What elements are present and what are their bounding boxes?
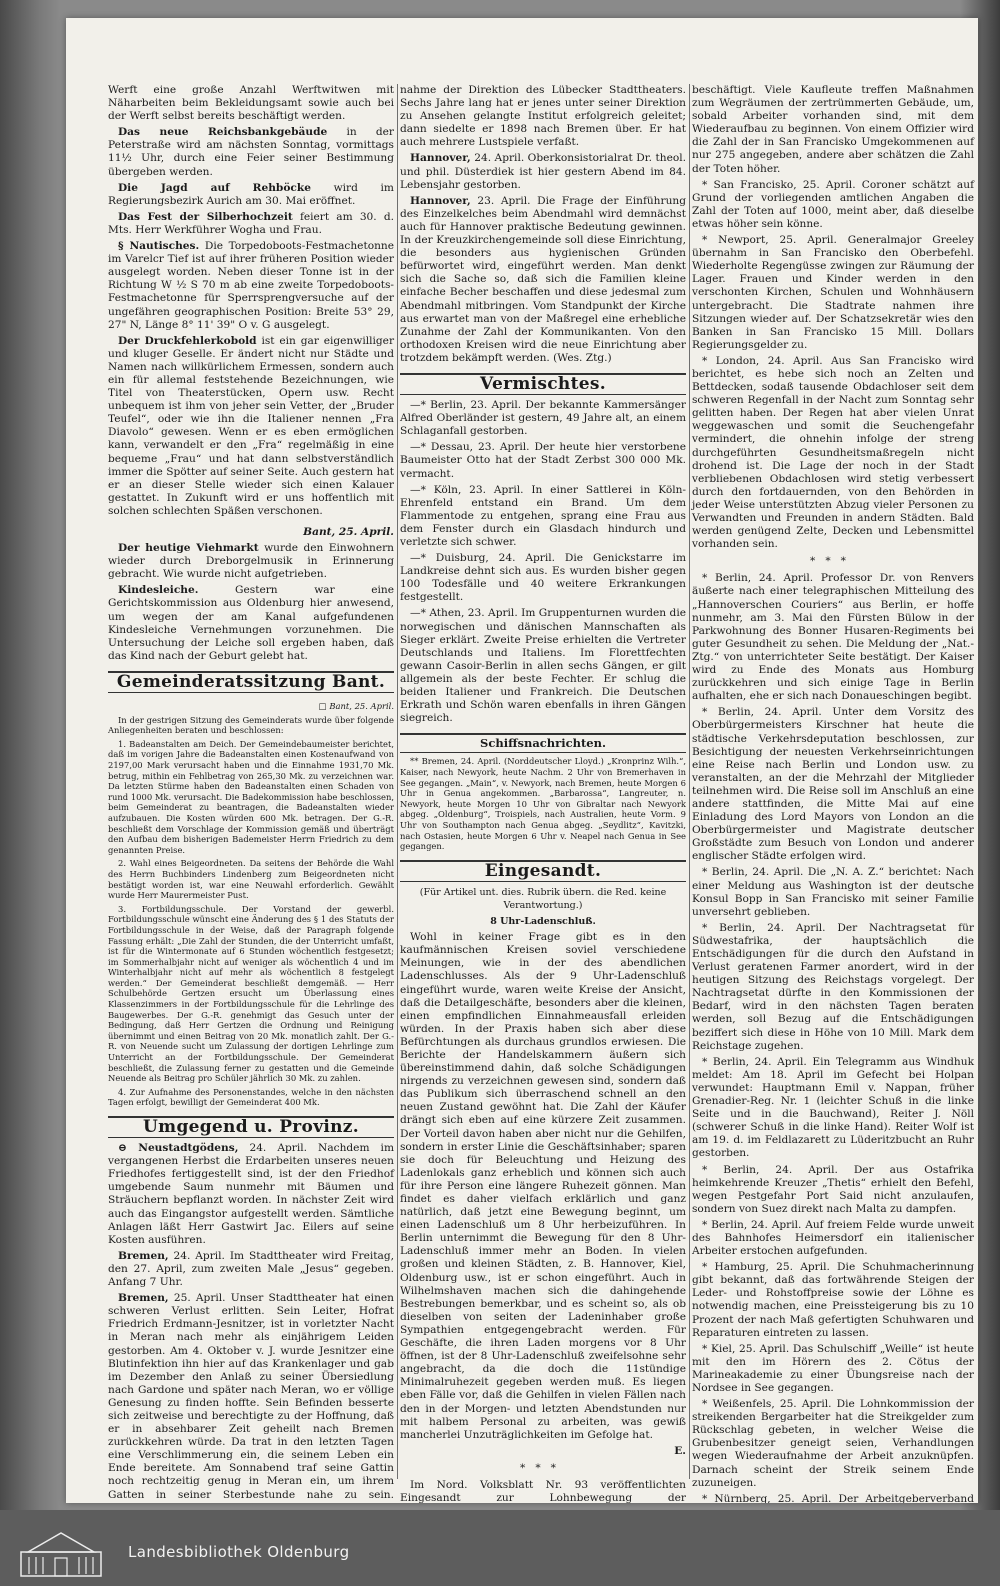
paragraph: * Berlin, 24. April. Unter dem Vorsitz des Oberbürgermeisters Kirschner hat heute die städtische Verkehrsdeputation beschlossen, zur Besichtigung der neuesten Verkehrseinrichtungen eine Reise nach Berlin und London usw. zu veranstalten, an der die Mehrzahl der Mitglieder teilnehmen wird. Die Reise soll im Anschluß an eine andere stattfinden, die Mitte Mai auf eine Einladung des Lord Mayors von London an die Oberbürgermeister und Magistrate deutscher Großstädte zum Besuch von London und anderer englischer Städte erfolgen wird. bbox=[692, 706, 974, 863]
column-1 bbox=[108, 84, 394, 1503]
paragraph: Die Jagd auf Rehböcke wird im Regierungsbezirk Aurich am 30. Mai eröffnet. bbox=[108, 181, 394, 207]
paragraph: * Berlin, 24. April. Auf freiem Felde wurde unweit des Bahnhofes Heimersdorf ein italienischer Arbeiter erstochen aufgefunden. bbox=[692, 1218, 974, 1258]
paragraph: Der Druckfehlerkobold ist ein gar eigenwilliger und kluger Geselle. Er ändert nicht nur Städte und Namen nach willkürlichem Ermessen, sondern auch ein für allemal feststehende Bezeichnungen, wie Titel von Theaterstücken, Opern usw. Recht unbequem ist ihm von jeher sein Vetter, der „Bruder Teufel“, oder wie ihn die Italiener nennen „Fra Diavolo“ gewesen. Wenn er es eben ermöglichen kann, verwandelt er den „Fra“ regelmäßig in eine bequeme „Frau“ und hat dann selbstverständlich immer die Spötter auf seiner Seite. Auch gestern hat er an dieser Stelle wieder sich einen Kalauer gestattet. In Zukunft wird er uns hoffentlich mit solchen schlechten Späßen verschonen. bbox=[108, 334, 395, 517]
paragraph: —* Berlin, 23. April. Der bekannte Kammersänger Alfred Oberländer ist gestern, 49 Jahre alt, an einem Schlaganfall gestorben. bbox=[400, 399, 686, 438]
section-heading-vermischtes: Vermischtes. bbox=[400, 373, 686, 395]
paragraph: * Berlin, 24. April. Der Nachtragsetat für Südwestafrika, der hauptsächlich die Entschädigungen für die durch den Aufstand in Verlust geratenen Farmer anordert, wird in der heutigen Sitzung des Reichstags vorgelegt. Der Nachtragsetat dürfte in den Kommissionen der Bedarf, wird in den nächsten Tagen beraten werden, soll Bezug auf die Entschädigungen beziffert sich diese in Höhe von 10 Mill. Mark dem Reichstage zugehen. bbox=[692, 921, 974, 1052]
paragraph: * San Francisko, 25. April. Coroner schätzt auf Grund der vorliegenden amtlichen Angaben die Zahl der Toten auf 1000, meint aber, daß dieselbe etwas höher sein könne. bbox=[692, 178, 974, 230]
paragraph: Hannover, 23. April. Die Frage der Einführung des Einzelkelches beim Abendmahl wird demnächst auch für Hannover praktische Bedeutung gewinnen. In der Kreuzkirchengemeinde soll diese Einrichtung, die besonders aus hygienischen Gründen befürwortet wird, eingeführt werden. Man denkt sich die Sache so, daß sich die Familien kleine einfache Becher beschaffen und diese jedesmal zum Abendmahl mitbringen. Vom Standpunkt der Kirche aus erwartet man von der Maßregel eine erhebliche Zunahme der Zahl der Kommunikanten. Von den orthodoxen Kreisen wird die neue Einrichtung aber trotzdem bekämpft werden. (Wes. Ztg.) bbox=[400, 194, 686, 364]
paragraph: * Berlin, 24. April. Die „N. A. Z.“ berichtet: Nach einer Meldung aus Washington ist der deutsche Konsul Bopp in San Francisko mit seiner Familie unversehrt geblieben. bbox=[692, 866, 974, 918]
paragraph: Bremen, 24. April. Im Stadttheater wird Freitag, den 27. April, zum zweiten Male „Jesus“ gegeben. Anfang 7 Uhr. bbox=[108, 1249, 394, 1289]
separator-stars: *** bbox=[810, 555, 856, 568]
paragraph: * Berlin, 24. April. Der aus Ostafrika heimkehrende Kreuzer „Thetis“ erhielt den Befehl, wegen Pestgefahr Port Said nicht anzulaufen, sondern von Suez direkt nach Malta zu dampfen. bbox=[692, 1163, 974, 1215]
paragraph: Das neue Reichsbankgebäude in der Peterstraße wird am nächsten Sonntag, vormittags 11½ Uhr, durch eine Feier seiner Bestimmung übergeben werden. bbox=[108, 126, 394, 178]
paragraph: —* Duisburg, 24. April. Die Genickstarre im Landkreise dehnt sich aus. Es wurden bisher gegen 100 Todesfälle und 40 weitere Erkrankungen festgestellt. bbox=[400, 552, 686, 604]
paragraph: 2. Wahl eines Beigeordneten. Da seitens der Behörde die Wahl des Herrn Buchbinders Lindenberg zum Beigeordneten nicht bestätigt worden ist, war eine Neuwahl erforderlich. Gewählt wurde Herr Maurermeister Pust. bbox=[108, 858, 394, 901]
paragraph: * Kiel, 25. April. Das Schulschiff „Weille“ ist heute mit den im Hörern des 2. Cötus der Marineakademie zu einer Übungsreise nach der Nordsee in See gegangen. bbox=[692, 1342, 974, 1394]
section-heading-eingesandt: Eingesandt. bbox=[400, 860, 686, 882]
paragraph: Der heutige Viehmarkt wurde den Einwohnern wieder durch Dreborgelmusik in Erinnerung gebracht. Wie wurde nicht aufgetrieben. bbox=[108, 542, 394, 581]
paragraph: * Hamburg, 25. April. Die Schuhmacherinnung gibt bekannt, daß das fortwährende Steigen der Leder- und Rohstoffpreise sowie der Löhne es notwendig machen, eine Preissteigerung bis zu 10 Prozent der nach Maß gefertigten Schuhwaren und Reparaturen eintreten zu lassen. bbox=[692, 1261, 974, 1339]
column-rule bbox=[689, 84, 690, 1479]
paragraph: Im Nord. Volksblatt Nr. 93 veröffentlichten Eingesandt zur Lohnbewegung der bbox=[400, 1478, 686, 1503]
paragraph: —* Athen, 23. April. Im Gruppenturnen wurden die norwegischen und dänischen Mannschaften als Sieger erklärt. Zweite Preise erhielten die Vertreter Deutschlands und Italiens. Im Florettfechten gewann Casoir-Berlin in allen sechs Gängen, er gilt allgemein als der beste Fechter. Er schlug die beiden Italiener und Frankreich. Die Deutschen Erkrath und Schön waren ebenfalls in ihren Gängen siegreich. bbox=[400, 607, 686, 725]
paragraph: * Berlin, 24. April. Ein Telegramm aus Windhuk meldet: Am 18. April im Gefecht bei Holpan verwundet: Hauptmann Emil v. Nappan, früher Grenadier-Reg. Nr. 1 (leichter Schuß in die linke Seite und in die Bauchwand), Reiter J. Nöll (schwerer Schuß in die linke Hand). Reiter Wolf ist am 19. d. im Feldlazarett zu Lüderitzbucht an Ruhr gestorben. bbox=[692, 1055, 974, 1160]
paragraph: In der gestrigen Sitzung des Gemeinderats wurde über folgende Anliegenheiten beraten und beschlossen: bbox=[108, 714, 394, 736]
paragraph: ** Bremen, 24. April. (Norddeutscher Lloyd.) „Kronprinz Wilh.“, Kaiser, nach Newyork, heute Nachm. 2 Uhr von Bremerhaven in See gegangen. „Main“, v. Newyork, nach Bremen, heute Morgen 6 Uhr in Genua angekommen. „Barbarossa“, Langreuter, n. Newyork, heute Morgen 10 Uhr von Gibraltar nach Newyork abgeg. „Oldenburg“, Troispiels, nach Australien, heute Vorm. 9 Uhr von Southampton nach Genua abgeg. „Seydlitz“, Kavitzki, nach Ostasien, heute Morgen 6 Uhr v. Neapel nach Genua in See gegangen. bbox=[400, 756, 686, 852]
column-rule bbox=[397, 84, 398, 1479]
paragraph: Hannover, 24. April. Oberkonsistorialrat Dr. theol. und phil. Düsterdiek ist hier gestern Abend im 84. Lebensjahr gestorben. bbox=[400, 152, 686, 191]
section-heading-schiffsnachrichten: Schiffsnachrichten. bbox=[400, 733, 686, 753]
section-topic: 8 Uhr-Ladenschluß. bbox=[490, 916, 596, 928]
section-heading-umgegend: Umgegend u. Provinz. bbox=[108, 1116, 394, 1138]
column-2 bbox=[400, 84, 686, 1503]
paragraph: Kindesleiche. Gestern war eine Gerichtskommission aus Oldenburg hier anwesend, um wegen der am Kanal aufgefundenen Kindesleiche Vernehmungen vorzunehmen. Die Untersuchung der Leiche soll ergeben haben, daß das Kind nach der Geburt gelebt hat. bbox=[108, 584, 395, 662]
signature: E. bbox=[674, 1444, 686, 1457]
paragraph: * London, 24. April. Aus San Francisko wird berichtet, es hebe sich noch an Zelten und Bettdecken, sodaß tausende Obdachloser seit dem schweren Regenfall in der Nacht zum Sonntag sehr gelitten haben. Der Regen hat aber vielen Unrat weggewaschen und somit die Seuchengefahr vermindert, die ohnehin infolge der streng durchgeführten Gesundheitsmaßregeln nicht drohend ist. Die Lage der noch in der Stadt verbliebenen Obdachlosen wird stetig verbessert durch den fortdauernden, von den Behörden in jeder Weise unterstützten Abzug vieler Personen zu Verwandten und Freunden in andern Städten. Bald werden genügend Zelte, Decken und Lebensmittel vorhanden sein. bbox=[692, 354, 974, 551]
paragraph: beschäftigt. Viele Kaufleute treffen Maßnahmen zum Wegräumen der zertrümmerten Gebäude, um, sobald Arbeiter vorhanden sind, mit dem Wiederaufbau zu beginnen. Von einem Offizier wird die Zahl der in San Francisko Umgekommenen auf nur 275 angegeben, andere aber schätzen die Zahl der Toten höher. bbox=[692, 84, 974, 175]
paragraph: 4. Zur Aufnahme des Personenstandes, welche in den nächsten Tagen erfolgt, bewilligt der Gemeinderat 400 Mk. bbox=[108, 1086, 394, 1108]
paragraph: * Newport, 25. April. Generalmajor Greeley übernahm in San Francisko den Oberbefehl. Wiederholte Regengüsse zwingen zur Räumung der Lager. Frauen und Kinder werden in den verschonten Kirchen, Schulen und Wohnhäusern untergebracht. Die Stadtrate nahmen ihre Sitzungen wieder auf. Der Schatzsekretär wies den Banken in San Francisko 15 Mill. Dollars Regierungsgelder zu. bbox=[692, 234, 974, 351]
paragraph: Werft eine große Anzahl Werftwitwen mit Näharbeiten beim Bekleidungsamt sowie auch bei der Werft selbst bereits beschäftigt werden. bbox=[108, 84, 394, 123]
paragraph: ⊖ Neustadtgödens, 24. April. Nachdem im vergangenen Herbst die Erdarbeiten unseres neuen Friedhofes fertiggestellt sind, ist der den Friedhof umgebende Saum nunmehr mit Bäumen und Sträuchern bepflanzt worden. In nächster Zeit wird auch das Eingangstor aufgestellt werden. Sämtliche Anlagen läßt Herr Gastwirt Jac. Eilers auf seine Kosten ausführen. bbox=[108, 1142, 394, 1246]
paragraph: —* Köln, 23. April. In einer Sattlerei in Köln-Ehrenfeld entstand ein Brand. Um dem Flammentode zu entgehen, sprang eine Frau aus dem Fenster durch ein Glasdach hindurch und verletzte sich schwer. bbox=[400, 483, 686, 548]
dateline: Bant, 25. April. bbox=[303, 526, 394, 538]
dateline: □ Bant, 25. April. bbox=[318, 701, 394, 712]
library-name: Landesbibliothek Oldenburg bbox=[128, 1543, 350, 1561]
paragraph: Bremen, 25. April. Unser Stadttheater hat einen schweren Verlust erlitten. Sein Leiter, Hofrat Friedrich Erdmann-Jesnitzer, ist in vorletzter Nacht in Meran nach mehr als einjährigem Leiden gestorben. Am 4. Oktober v. J. wurde Jesnitzer eine Blutinfektion ihn hier auf das Krankenlager und gab im Dezember den Anlaß zu seiner Übersiedlung nach Gardone und später nach Meran, wo er völlige Genesung zu finden hoffte. Sein Befinden besserte sich zeitweise und berechtigte zu der Hoffnung, daß er in absehbarer Zeit geheilt nach Bremen zurückkehren würde. Da trat in den letzten Tagen eine Verschlimmerung ein, die seinem Leben ein Ende bereitete. Am Sonnabend traf seine Gattin noch rechtzeitig genug in Meran ein, um ihrem Gatten in seiner Sterbestunde nahe zu sein. bbox=[108, 1292, 394, 1501]
paragraph: nahme der Direktion des Lübecker Stadttheaters. Sechs Jahre lang hat er jenes unter seiner Direktion zu Ansehen gelangte Institut erfolgreich geleitet; dann siedelte er 1898 nach Bremen über. Er hat auch mehrere Lustspiele verfaßt. bbox=[400, 84, 686, 149]
paragraph: 1. Badeanstalten am Deich. Der Gemeindebaumeister berichtet, daß im vorigen Jahre die Badeanstalten einen Kostenaufwand von 2197,00 Mark verursacht haben und die Einnahme 1931,70 Mk. betrug, mithin ein Fehlbetrag von 265,30 Mk. zu verzeichnen war. Da letzten Stürme haben den Badeanstalten einen Schaden von rund 1000 Mk. verursacht. Die Badekommission habe beschlossen, beim Gemeinderat zu beantragen, die Badeanstalten wieder aufzubauen. Die Kosten würden 600 Mk. betragen. Der G.-R. beschließt dem Vorschlage der Kommission gemäß und überträgt den Aufbau dem bisherigen Bademeister Herrn Friedrich zu dem genannten Preise. bbox=[108, 738, 394, 855]
section-subtitle: (Für Artikel unt. dies. Rubrik übern. die Red. keine Verantwortung.) bbox=[419, 886, 667, 911]
paragraph: Das Fest der Silberhochzeit feiert am 30. d. Mts. Herr Werkführer Wogha und Frau. bbox=[108, 210, 394, 236]
paragraph: * Weißenfels, 25. April. Die Lohnkommission der streikenden Bergarbeiter hat die Streikgelder zum Rückschlag gebeten, in welcher Weise die Grubenbesitzer geneigt seien, Verhandlungen wegen Wiederaufnahme der Arbeit anzuknüpfen. Darnach scheint der Streik seinem Ende zuzuneigen. bbox=[692, 1398, 974, 1489]
library-footer bbox=[0, 1510, 1000, 1586]
paragraph: —* Dessau, 23. April. Der heute hier verstorbene Baumeister Otto hat der Stadt Zerbst 300 000 Mk. vermacht. bbox=[400, 441, 686, 480]
library-building-icon bbox=[20, 1530, 102, 1578]
newspaper-page bbox=[66, 18, 978, 1503]
paragraph: * Berlin, 24. April. Professor Dr. von Renvers äußerte nach einer telegraphischen Mitteilung des „Hannoverschen Couriers“ aus Berlin, er hoffe nunmehr, am 3. Mai den Fürsten Bülow in der Parkwohnung des Bonner Husaren-Regiments bei guter Gesundheit zu sehen. Die Meldung der „Nat.-Ztg.“ von unterrichteter Seite bestätigt. Der Kaiser wird zu Ende des Monats aus Homburg zurückkehren und sich einige Tage in Berlin aufhalten, ehe er sich nach Donaueschingen begibt. bbox=[692, 572, 974, 703]
paragraph: * Nürnberg, 25. April. Der Arbeitgeberverband bbox=[702, 1492, 974, 1503]
column-3 bbox=[692, 84, 974, 1503]
separator-stars: *** bbox=[520, 1461, 566, 1474]
section-heading-gemeinderat: Gemeinderatssitzung Bant. bbox=[108, 671, 394, 693]
paragraph: Wohl in keiner Frage gibt es in den kaufmännischen Kreisen soviel verschiedene Meinungen, wie in der des abendlichen Ladenschlusses. Als der 9 Uhr-Ladenschluß eingeführt wurde, waren weite Kreise der Ansicht, daß die Detailgeschäfte, besonders aber die kleinen, einen empfindlichen Einnahmeausfall erleiden würden. In der Praxis haben sich aber diese Befürchtungen als durchaus grundlos erwiesen. Die Berichte der Handelskammern äußern sich übereinstimmend dahin, daß solche Schädigungen nirgends zu verzeichnen gewesen sind, sondern daß das Publikum sich überraschend schnell an den neuen Zustand gewöhnt hat. Die Zahl der Käufer drängt sich eben auf eine kürzere Zeit zusammen. Der Vorteil davon haben aber nicht nur die Gehilfen, sondern in erster Linie die Geschäftsinhaber; sparen sie doch für Beleuchtung und Heizung des Ladenlokals ganz erheblich und können sich auch für ihre Person eine längere Ruhezeit gönnen. Man findet es daher vielfach erklärlich und ganz natürlich, daß jetzt eine Bewegung beginnt, um einen Ladenschluß um 8 Uhr herbeizuführen. In Berlin unternimmt die Bewegung für den 8 Uhr-Ladenschluß immer mehr an Boden. In vielen großen und kleinen Städten, z. B. Hannover, Kiel, Oldenburg usw., ist er schon eingeführt. Auch in Wilhelmshaven machen sich die dahingehende Bestrebungen bemerkbar, und es scheint so, als ob dieselben von seiten der Ladeninhaber große Sympathien entgegengebracht werden. Für Geschäfte, die ihren Laden morgens vor 8 Uhr öffnen, ist der 8 Uhr-Ladenschluß zweifelsohne sehr angebracht, da die doch die 11stündige Minimalruhezeit gegeben werden muß. Es liegen eben Fälle vor, daß die Gehilfen in vielen Fällen nach den in der Morgen- und letzten Abendstunden nur mit halbem Personal zu arbeiten, was gewiß mancherlei Unzuträglichkeiten im Gefolge hat. bbox=[400, 931, 686, 1441]
paragraph: 3. Fortbildungsschule. Der Vorstand der gewerbl. Fortbildungsschule wünscht eine Änderung des § 1 des Statuts der Fortbildungsschule in der Weise, daß der Paragraph folgende Fassung erhält: „Die Zahl der Stunden, die der Unterricht umfaßt, ist für die Wintermonate auf 6 Stunden wöchentlich festgesetzt; im Sommerhalbjahr nicht auf weniger als wöchentlich 4 und im Winterhalbjahr nicht auf mehr als wöchentlich 8 festgelegt werden.“ Der Gemeinderat beschließt demgemäß. — Herr Schulbehörde Gertzen ersucht um Überlassung eines Klassenzimmers in der Fortbildungsschule für die Lehrlinge des Baugewerbes. Der G.-R. genehmigt das Gesuch unter der Bedingung, daß Herr Gertzen die Ordnung und Reinigung übernimmt und einen Beitrag von 20 Mk. monatlich zahlt. Der G.-R. von Neuende sucht um Zulassung der dortigen Lehrlinge zum Unterricht an der Fortbildungsschule. Der Gemeinderat beschließt, die Zulassung ferner zu gestatten und die Gemeinde Neuende als Beitrag pro Schüler jährlich 30 Mk. zu zahlen. bbox=[108, 903, 394, 1084]
paragraph: § Nautisches. Die Torpedoboots-Festmachetonne im Varelcr Tief ist auf ihrer früheren Position wieder ausgelegt worden. Neben dieser Tonne ist in der Richtung W ½ S 70 m ab eine zweite Torpedoboots-Festmachetonne für Sperrsprengversuche auf der ungefähren geographischen Position: Breite 53° 29, 27" N, Länge 8° 11' 39" O v. G ausgelegt. bbox=[108, 240, 394, 331]
